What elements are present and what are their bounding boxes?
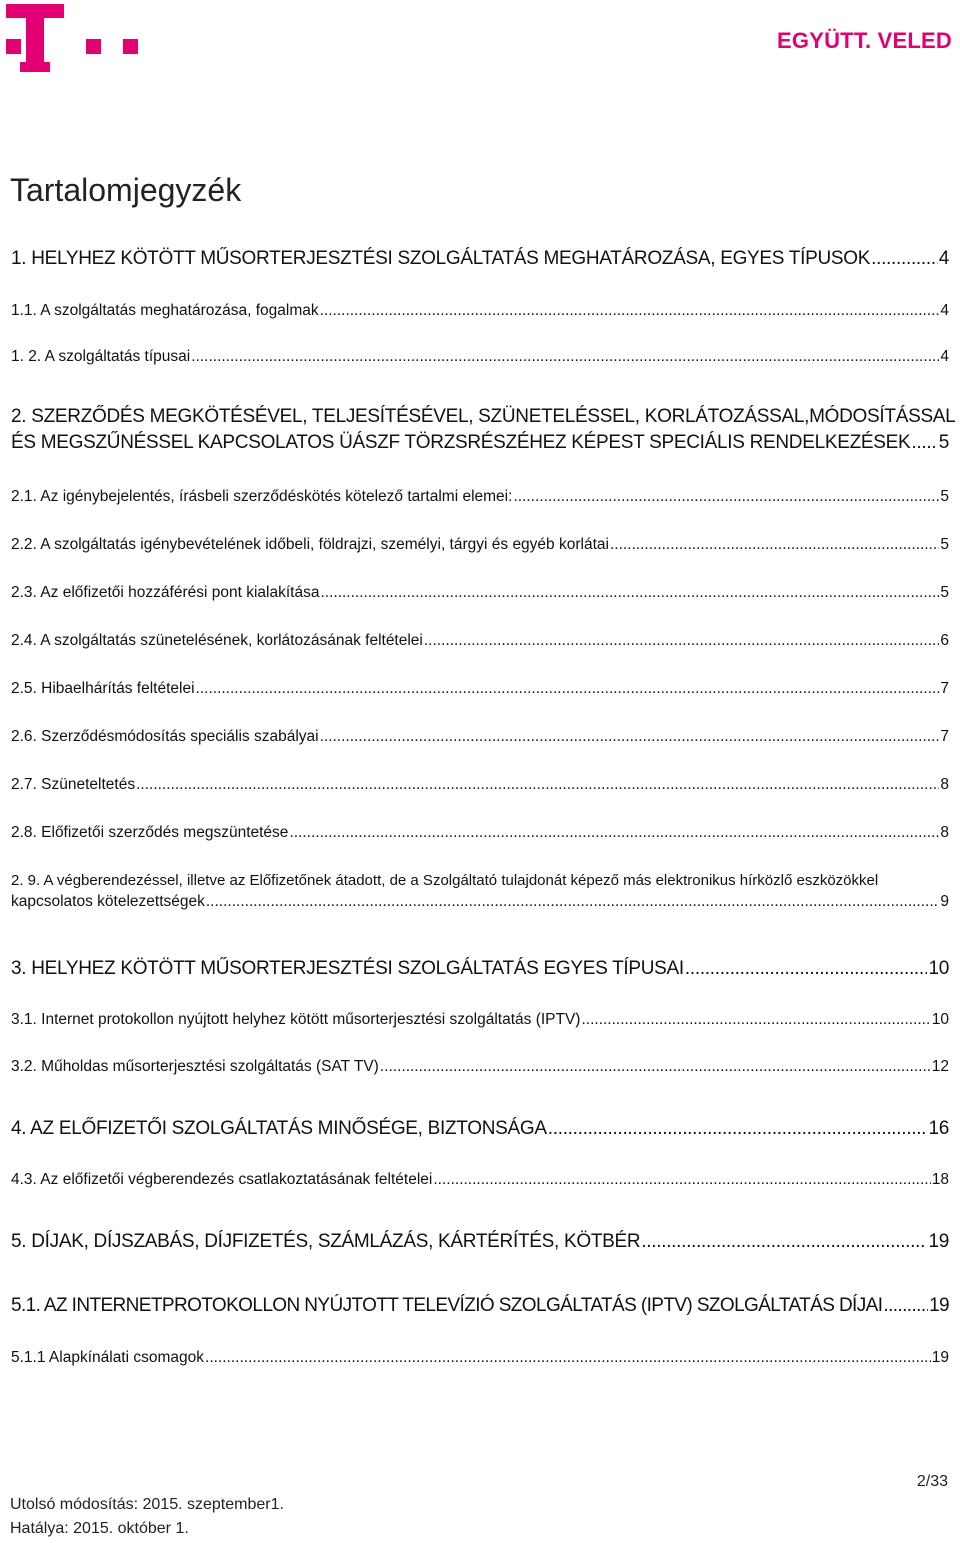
toc-page-number: 12	[931, 1058, 949, 1075]
toc-entry-text: 1. 2. A szolgáltatás típusai	[11, 348, 191, 365]
toc-entry-text: 5. DÍJAK, DÍJSZABÁS, DÍJFIZETÉS, SZÁMLÁZÁS, KÁRTÉRÍTÉS, KÖTBÉR	[11, 1231, 641, 1252]
toc-leader	[320, 728, 940, 746]
toc-page-number: 7	[940, 728, 949, 745]
toc-leader	[136, 776, 939, 794]
page-number: 2/33	[916, 1473, 948, 1490]
toc-entry-text: ÉS MEGSZŰNÉSSEL KAPCSOLATOS ÜÁSZF TÖRZSRÉSZÉHEZ KÉPEST SPECIÁLIS RENDELKEZÉSEK	[11, 432, 911, 453]
toc-leader	[581, 1011, 930, 1029]
toc-entry-2[interactable]	[11, 406, 956, 454]
toc-entry-line	[11, 432, 949, 454]
toc-leader	[883, 1295, 928, 1317]
toc-page-number: 4	[938, 248, 949, 269]
toc-page-number: 4	[940, 348, 949, 365]
toc-leader	[320, 584, 939, 602]
toc-page-number: 10	[928, 958, 949, 979]
toc-page-number: 16	[928, 1118, 949, 1139]
toc-entry-text: 3.1. Internet protokollon nyújtott helyhez kötött műsorterjesztési szolgáltatás (IPTV)	[11, 1011, 581, 1028]
toc-page-number: 9	[940, 893, 949, 910]
toc-entry-3-1[interactable]	[11, 1011, 949, 1029]
toc-entry-2-6[interactable]	[11, 728, 949, 746]
toc-entry-text: 2.3. Az előfizetői hozzáférési pont kialakítása	[11, 584, 320, 601]
toc-leader	[289, 824, 939, 842]
toc-entry-text: kapcsolatos kötelezettségek	[11, 893, 205, 910]
toc-entry-text: 1. HELYHEZ KÖTÖTT MŰSORTERJESZTÉSI SZOLGÁLTATÁS MEGHATÁROZÁSA, EGYES TÍPUSOK	[11, 248, 871, 269]
toc-page-number: 8	[940, 824, 949, 841]
toc-entry-2-8[interactable]	[11, 824, 949, 842]
toc-page-number: 19	[929, 1295, 949, 1316]
toc-leader	[548, 1118, 928, 1140]
toc-entry-2-2[interactable]	[11, 536, 949, 554]
page-title: Tartalomjegyzék	[10, 172, 242, 208]
toc-page-number: 4	[940, 302, 949, 319]
toc-page-number: 18	[931, 1171, 949, 1188]
logo-dot	[86, 39, 101, 54]
toc-leader	[911, 432, 937, 454]
toc-entry-text: 5.1.1 Alapkínálati csomagok	[11, 1349, 205, 1366]
toc-entry-1-1[interactable]	[11, 302, 949, 320]
toc-leader	[380, 1058, 931, 1076]
toc-leader	[433, 1171, 930, 1189]
effective-date: Hatálya: 2015. október 1.	[10, 1520, 189, 1537]
toc-entry-2-1[interactable]	[11, 488, 949, 506]
toc-page-number: 5	[938, 432, 949, 453]
toc-entry-text: 4. AZ ELŐFIZETŐI SZOLGÁLTATÁS MINŐSÉGE, BIZTONSÁGA	[11, 1118, 547, 1139]
toc-entry-5[interactable]	[11, 1231, 949, 1253]
toc-page-number: 5	[940, 536, 949, 553]
toc-entry-text: 4.3. Az előfizetői végberendezés csatlakoztatásának feltételei	[11, 1171, 433, 1188]
toc-page-number: 5	[940, 584, 949, 601]
toc-entry-4-3[interactable]	[11, 1171, 949, 1189]
toc-leader	[424, 632, 940, 650]
toc-entry-text: 2.5. Hibaelhárítás feltételei	[11, 680, 195, 697]
toc-entry-text: 1.1. A szolgáltatás meghatározása, fogalmak	[11, 302, 319, 319]
toc-entry-2-4[interactable]	[11, 632, 949, 650]
toc-entry-line	[11, 893, 949, 911]
toc-entry-text: 2.1. Az igénybejelentés, írásbeli szerződéskötés kötelező tartalmi elemei:	[11, 488, 513, 505]
toc-page-number: 19	[931, 1349, 949, 1366]
last-modified-date: Utolsó módosítás: 2015. szeptember1.	[10, 1496, 284, 1513]
toc-leader	[196, 680, 940, 698]
toc-entry-5-1-1[interactable]	[11, 1349, 949, 1367]
toc-leader	[641, 1231, 927, 1253]
toc-entry-3-2[interactable]	[11, 1058, 949, 1076]
toc-entry-2-7[interactable]	[11, 776, 949, 794]
logo-dot	[6, 39, 21, 54]
toc-entry-1-2[interactable]	[11, 348, 949, 366]
toc-leader	[871, 248, 938, 270]
toc-page-number: 19	[928, 1231, 949, 1252]
toc-entry-3[interactable]	[11, 958, 949, 980]
toc-page-number: 10	[931, 1011, 949, 1028]
toc-entry-text: 2. SZERZŐDÉS MEGKÖTÉSÉVEL, TELJESÍTÉSÉVEL, SZÜNETELÉSSEL, KORLÁTOZÁSSAL,MÓDOSÍTÁSSAL	[11, 406, 956, 427]
toc-leader	[205, 1349, 931, 1367]
toc-entry-text: 5.1. AZ INTERNETPROTOKOLLON NYÚJTOTT TELEVÍZIÓ SZOLGÁLTATÁS (IPTV) SZOLGÁLTATÁS DÍJAI	[11, 1295, 883, 1316]
toc-entry-text: 2.6. Szerződésmódosítás speciális szabályai	[11, 728, 319, 745]
toc-page-number: 8	[940, 776, 949, 793]
toc-entry-5-1[interactable]	[11, 1295, 949, 1317]
toc-leader	[206, 893, 940, 911]
toc-entry-text: 2.4. A szolgáltatás szünetelésének, korlátozásának feltételei	[11, 632, 423, 649]
toc-entry-2-3[interactable]	[11, 584, 949, 602]
toc-leader	[685, 958, 928, 980]
toc-leader	[513, 488, 939, 506]
toc-leader	[320, 302, 940, 320]
toc-entry-text: 2. 9. A végberendezéssel, illetve az Előfizetőnek átadott, de a Szolgáltató tulajdonát képező más elektronikus hírközlő eszközökkel	[11, 872, 879, 889]
logo-t-foot	[20, 62, 50, 72]
toc-entry-2-9[interactable]	[11, 872, 949, 911]
toc-entry-1[interactable]	[11, 248, 949, 270]
toc-page-number: 6	[940, 632, 949, 649]
toc-leader	[610, 536, 939, 554]
toc-entry-text: 2.8. Előfizetői szerződés megszüntetése	[11, 824, 289, 841]
toc-entry-4[interactable]	[11, 1118, 949, 1140]
toc-entry-2-5[interactable]	[11, 680, 949, 698]
toc-page-number: 7	[940, 680, 949, 697]
toc-page-number: 5	[940, 488, 949, 505]
slogan: EGYÜTT. VELED	[777, 28, 952, 53]
logo-dot	[123, 39, 138, 54]
toc-entry-text: 3.2. Műholdas műsorterjesztési szolgáltatás (SAT TV)	[11, 1058, 379, 1075]
logo-t-stem	[26, 4, 44, 71]
toc-entry-text: 2.7. Szüneteltetés	[11, 776, 136, 793]
toc-entry-text: 2.2. A szolgáltatás igénybevételének időbeli, földrajzi, személyi, tárgyi és egyéb korlátai	[11, 536, 609, 553]
toc-entry-text: 3. HELYHEZ KÖTÖTT MŰSORTERJESZTÉSI SZOLGÁLTATÁS EGYES TÍPUSAI	[11, 958, 684, 979]
toc-leader	[191, 348, 939, 366]
